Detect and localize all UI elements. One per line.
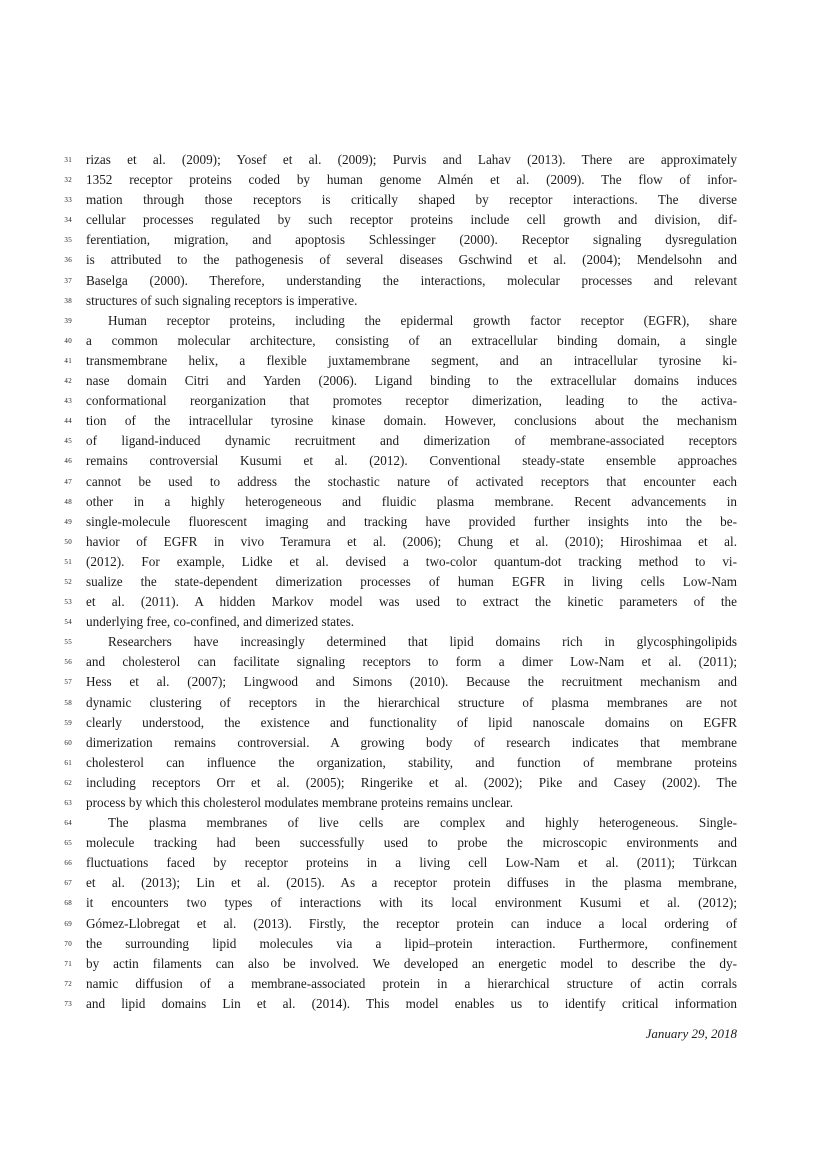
line-text: et al. (2011). A hidden Markov model was used to extract the kinetic parameters of the: [86, 594, 737, 610]
text-line: [64, 210, 737, 230]
line-number: 36: [64, 256, 72, 265]
line-text: mation through those receptors is critically shaped by receptor interactions. The diverse: [86, 192, 737, 208]
text-line: [64, 833, 737, 853]
line-text: Baselga (2000). Therefore, understanding the interactions, molecular processes and relevant: [86, 272, 737, 288]
line-text: conformational reorganization that promotes receptor dimerization, leading to the activa-: [86, 393, 737, 409]
line-text: havior of EGFR in vivo Teramura et al. (2006); Chung et al. (2010); Hiroshimaa et al.: [86, 533, 737, 549]
line-text: structures of such signaling receptors is imperative.: [86, 292, 358, 308]
line-number: 31: [64, 156, 72, 164]
text-line: [64, 813, 737, 833]
text-line: [64, 472, 737, 492]
line-text: it encounters two types of interactions with its local environment Kusumi et al. (2012);: [86, 895, 737, 911]
line-number: 68: [64, 899, 72, 908]
line-text: cannot be used to address the stochastic nature of activated receptors that encounter each: [86, 473, 737, 489]
line-number: 54: [64, 618, 72, 627]
text-line: [64, 552, 737, 572]
line-text: Human receptor proteins, including the epidermal growth factor receptor (EGFR), share: [108, 312, 737, 328]
line-text: clearly understood, the existence and functionality of lipid nanoscale domains on EGFR: [86, 714, 737, 730]
line-number: 60: [64, 738, 72, 747]
text-line: [64, 652, 737, 672]
line-number: 67: [64, 879, 72, 888]
line-text: fluctuations faced by receptor proteins in a living cell Low-Nam et al. (2011); Türkcan: [86, 855, 737, 871]
text-line: [64, 572, 737, 592]
text-line: [64, 512, 737, 532]
text-line: [64, 753, 737, 773]
line-number: 47: [64, 477, 72, 486]
text-line: [64, 150, 737, 170]
line-text: underlying free, co-confined, and dimerized states.: [86, 614, 355, 630]
line-number: 42: [64, 377, 72, 386]
line-number: 70: [64, 939, 72, 948]
text-line: [64, 873, 737, 893]
line-number: 51: [64, 557, 72, 566]
text-line: [64, 693, 737, 713]
line-text: dynamic clustering of receptors in the hierarchical structure of plasma membranes are not: [86, 694, 737, 710]
text-line: [64, 170, 737, 190]
line-text: sualize the state-dependent dimerization processes of human EGFR in living cells Low-Nam: [86, 573, 737, 589]
line-text: a common molecular architecture, consisting of an extracellular binding domain, a single: [86, 332, 737, 348]
text-line: [64, 592, 737, 612]
line-number: 65: [64, 839, 72, 848]
text-line: [64, 230, 737, 250]
line-number: 64: [64, 819, 72, 828]
line-text: et al. (2013); Lin et al. (2015). As a receptor protein diffuses in the plasma membrane,: [86, 875, 737, 891]
line-text: including receptors Orr et al. (2005); Ringerike et al. (2002); Pike and Casey (2002). The: [86, 774, 737, 790]
line-number: 59: [64, 718, 72, 727]
line-text: cholesterol can influence the organization, stability, and function of membrane proteins: [86, 754, 737, 770]
text-line: [64, 190, 737, 210]
line-text: dimerization remains controversial. A growing body of research indicates that membrane: [86, 734, 737, 750]
line-text: is attributed to the pathogenesis of several diseases Gschwind et al. (2004); Mendelsohn and: [86, 252, 737, 268]
line-number: 57: [64, 678, 72, 687]
line-text: other in a highly heterogeneous and fluidic plasma membrane. Recent advancements in: [86, 493, 737, 509]
line-text: tion of the intracellular tyrosine kinase domain. However, conclusions about the mechanism: [86, 413, 737, 429]
text-line: [64, 954, 737, 974]
line-number: 40: [64, 336, 72, 345]
line-text: namic diffusion of a membrane-associated protein in a hierarchical structure of actin corrals: [86, 975, 737, 991]
line-number: 61: [64, 758, 72, 767]
line-number: 45: [64, 437, 72, 446]
text-line: [64, 451, 737, 471]
text-line: [64, 914, 737, 934]
text-line: [64, 713, 737, 733]
line-number: 32: [64, 176, 72, 185]
line-number: 71: [64, 959, 72, 968]
line-text: The plasma membranes of live cells are complex and highly heterogeneous. Single-: [108, 815, 737, 831]
line-number: 52: [64, 577, 72, 586]
line-number: 39: [64, 316, 72, 325]
text-line: [64, 311, 737, 331]
text-line: [64, 371, 737, 391]
line-text: transmembrane helix, a flexible juxtamembrane segment, and an intracellular tyrosine ki-: [86, 352, 737, 368]
line-text: by actin filaments can also be involved. We developed an energetic model to describe the dy-: [86, 955, 737, 971]
line-text: cellular processes regulated by such receptor proteins include cell growth and division, dif-: [86, 212, 737, 228]
line-text: Researchers have increasingly determined that lipid domains rich in glycosphingolipids: [108, 634, 737, 650]
line-number: 53: [64, 598, 72, 607]
line-number: 43: [64, 397, 72, 406]
text-line: [64, 672, 737, 692]
footer-date: January 29, 2018: [645, 1026, 737, 1041]
line-number: 66: [64, 859, 72, 868]
line-text: and lipid domains Lin et al. (2014). This model enables us to identify critical information: [86, 995, 737, 1011]
line-text: ferentiation, migration, and apoptosis Schlessinger (2000). Receptor signaling dysregulation: [86, 232, 737, 248]
line-number: 46: [64, 457, 72, 466]
text-line: [64, 632, 737, 652]
line-text: 1352 receptor proteins coded by human genome Almén et al. (2009). The flow of infor-: [86, 172, 737, 188]
line-text: process by which this cholesterol modulates membrane proteins remains unclear.: [86, 795, 514, 810]
line-number: 41: [64, 356, 72, 365]
line-number: 63: [64, 799, 72, 807]
line-number: 73: [64, 999, 72, 1008]
text-line: [64, 733, 737, 753]
line-number: 37: [64, 276, 72, 285]
manuscript-text: [64, 150, 737, 1014]
text-line: [64, 331, 737, 351]
line-number: 35: [64, 236, 72, 245]
text-line: [64, 793, 737, 813]
text-line: [64, 250, 737, 270]
line-number: 48: [64, 497, 72, 506]
text-line: [64, 532, 737, 552]
line-text: nase domain Citri and Yarden (2006). Ligand binding to the extracellular domains induces: [86, 373, 737, 389]
line-text: and cholesterol can facilitate signaling receptors to form a dimer Low-Nam et al. (2011);: [86, 654, 737, 670]
line-number: 62: [64, 778, 72, 787]
line-number: 55: [64, 638, 72, 647]
line-text: (2012). For example, Lidke et al. devised a two-color quantum-dot tracking method to vi-: [86, 553, 737, 569]
text-line: [64, 773, 737, 793]
line-text: the surrounding lipid molecules via a lipid–protein interaction. Furthermore, confinement: [86, 935, 737, 951]
line-number: 49: [64, 517, 72, 526]
line-number: 44: [64, 417, 72, 426]
text-line: [64, 994, 737, 1014]
line-number: 34: [64, 216, 72, 225]
line-text: Hess et al. (2007); Lingwood and Simons (2010). Because the recruitment mechanism and: [86, 674, 737, 690]
text-line: [64, 271, 737, 291]
line-number: 56: [64, 658, 72, 667]
line-text: remains controversial Kusumi et al. (2012). Conventional steady-state ensemble approaches: [86, 453, 737, 469]
text-line: [64, 291, 737, 311]
line-text: single-molecule fluorescent imaging and tracking have provided further insights into the be-: [86, 513, 737, 529]
line-number: 33: [64, 196, 72, 205]
line-text: of ligand-induced dynamic recruitment and dimerization of membrane-associated receptors: [86, 433, 737, 449]
line-number: 69: [64, 919, 72, 928]
line-number: 58: [64, 698, 72, 707]
text-line: [64, 853, 737, 873]
line-text: rizas et al. (2009); Yosef et al. (2009); Purvis and Lahav (2013). There are approximately: [86, 152, 737, 167]
text-line: [64, 492, 737, 512]
line-number: 38: [64, 296, 72, 305]
line-text: Gómez-Llobregat et al. (2013). Firstly, the receptor protein can induce a local ordering of: [86, 915, 737, 931]
text-line: [64, 411, 737, 431]
text-line: [64, 391, 737, 411]
line-number: 72: [64, 979, 72, 988]
text-line: [64, 893, 737, 913]
line-text: molecule tracking had been successfully used to probe the microscopic environments and: [86, 835, 737, 851]
text-line: [64, 431, 737, 451]
line-number: 50: [64, 537, 72, 546]
text-line: [64, 934, 737, 954]
text-line: [64, 351, 737, 371]
text-line: [64, 974, 737, 994]
text-line: [64, 612, 737, 632]
